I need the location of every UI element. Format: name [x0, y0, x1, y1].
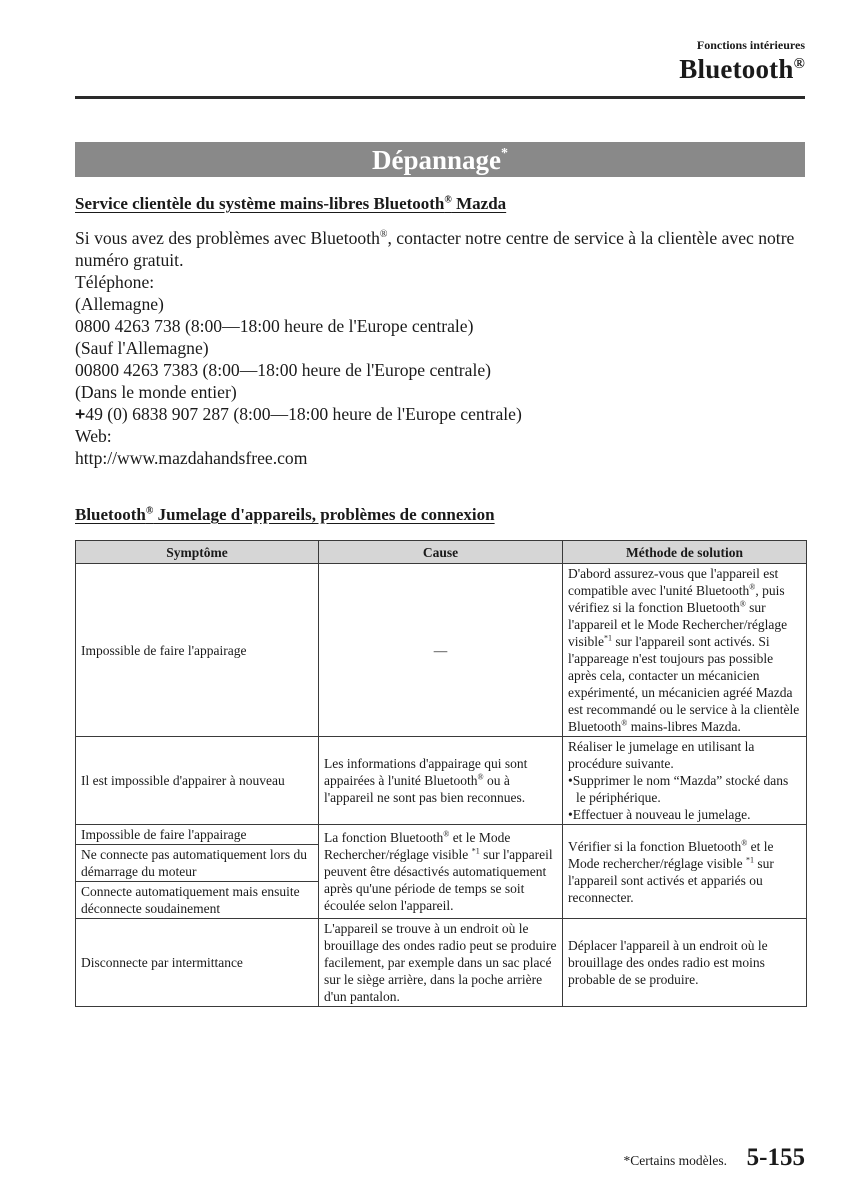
symptom-cell: Ne connecte pas automatiquement lors du démarrage du moteur — [76, 845, 319, 882]
solution-cell: Réaliser le jumelage en utilisant la procédure suivante. •Supprimer le nom “Mazda” stocké dans le périphérique. •Effectuer à nouveau le jumelage. — [563, 737, 807, 825]
troubleshooting-table — [75, 540, 807, 1007]
solution-bullet: •Effectuer à nouveau le jumelage. — [568, 807, 751, 822]
phone-label: Téléphone: — [75, 272, 155, 292]
solution-cell: Vérifier si la fonction Bluetooth® et le Mode rechercher/réglage visible $^{*1}$ sur l'appareil sont activés et appariés ou reconnecter. — [563, 825, 807, 919]
cause-cell: Les informations d'appairage qui sont appairées à l'unité Bluetooth® ou à l'appareil ne sont pas bien reconnues. — [319, 737, 563, 825]
table-row — [76, 919, 807, 1007]
pairing-heading: Bluetooth® Jumelage d'appareils, problèmes de connexion — [75, 505, 495, 524]
solution-cell: Déplacer l'appareil à un endroit où le brouillage des ondes radio est moins probable de se produire. — [563, 919, 807, 1007]
header-solution: Méthode de solution — [563, 541, 807, 564]
symptom-cell: Disconnecte par intermittance — [76, 919, 319, 1007]
header-cause: Cause — [319, 541, 563, 564]
phone-worldwide: +49 (0) 6838 907 287 (8:00—18:00 heure de l'Europe centrale) — [75, 404, 522, 424]
symptom-cell: Connecte automatiquement mais ensuite déconnecte soudainement — [76, 882, 319, 919]
web-url: http://www.mazdahandsfree.com — [75, 448, 308, 468]
table-row — [76, 825, 807, 845]
page-number: 5-155 — [746, 1144, 805, 1171]
table-row — [76, 564, 807, 737]
symptom-cell: Il est impossible d'appairer à nouveau — [76, 737, 319, 825]
cause-cell: La fonction Bluetooth® et le Mode Rechercher/réglage visible $^{*1}$ sur l'appareil peuvent être désactivés automatiquement après qu'une période de temps se soit écoulée selon l'appareil. — [319, 825, 563, 919]
header-symptom: Symptôme — [76, 541, 319, 564]
symptom-cell: Impossible de faire l'appairage — [76, 564, 319, 737]
table-header-row — [76, 541, 807, 564]
section-label: Fonctions intérieures — [696, 38, 805, 52]
cause-cell: L'appareil se trouve à un endroit où le brouillage des ondes radio peut se produire facilement, par exemple dans un sac placé sur le siège arrière, dans la poche arrière d'un pantalon. — [319, 919, 563, 1007]
page-title: Bluetooth® — [679, 54, 805, 84]
footnote: *Certains modèles. — [623, 1153, 727, 1168]
phone-except-germany: 00800 4263 7383 (8:00—18:00 heure de l'Europe centrale) — [75, 360, 492, 380]
phone-germany: 0800 4263 738 (8:00—18:00 heure de l'Europe centrale) — [75, 316, 474, 336]
service-body — [75, 227, 810, 469]
cause-cell: — — [319, 564, 563, 737]
service-intro: Si vous avez des problèmes avec Bluetooth®, contacter notre centre de service à la clientèle avec notre numéro gratuit. — [75, 228, 795, 270]
chapter-band: Dépannage* — [75, 142, 805, 177]
table-row — [76, 737, 807, 825]
solution-bullet: •Supprimer le nom “Mazda” stocké dans le périphérique. — [568, 773, 789, 805]
region-germany: (Allemagne) — [75, 294, 164, 314]
solution-cell: D'abord assurez-vous que l'appareil est compatible avec l'unité Bluetooth®, puis vérifiez si la fonction Bluetooth® sur l'appareil et le Mode Rechercher/réglage visible$^{*1}$ sur l'appareil sont activés. Si l'appareage n'est toujours pas possible après cela, contacter un mécanicien expérimenté, un mécanicien agréé Mazda est recommandé ou le service à la clientèle Bluetooth® mains-libres Mazda. — [563, 564, 807, 737]
region-except-germany: (Sauf l'Allemagne) — [75, 338, 209, 358]
header-rule — [75, 96, 805, 99]
region-worldwide: (Dans le monde entier) — [75, 382, 237, 402]
service-heading: Service clientèle du système mains-libres Bluetooth® Mazda — [75, 194, 507, 213]
symptom-cell: Impossible de faire l'appairage — [76, 825, 319, 845]
web-label: Web: — [75, 426, 112, 446]
